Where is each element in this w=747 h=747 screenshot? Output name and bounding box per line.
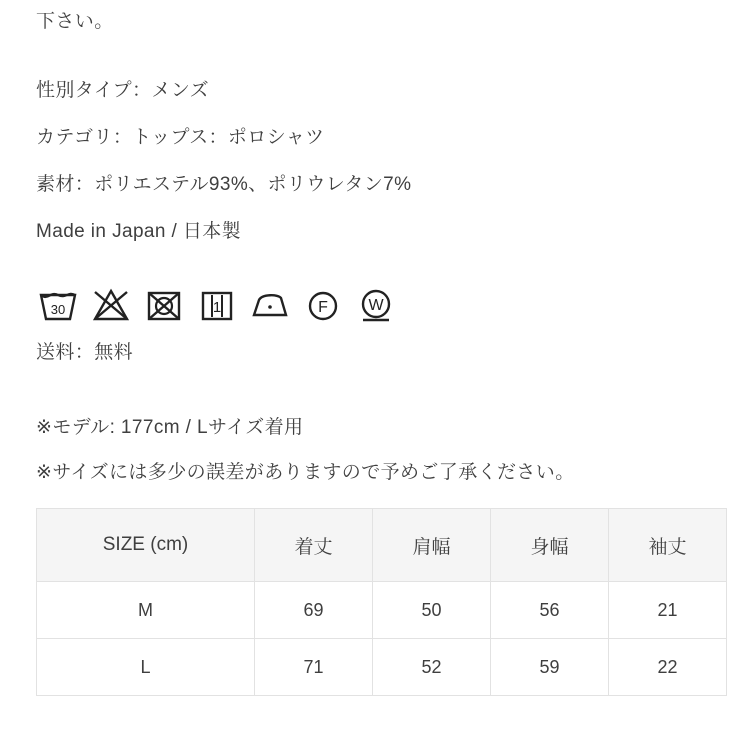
wash-30-icon xyxy=(36,281,80,325)
drip-dry-label: 1 xyxy=(212,299,222,316)
cell-m-sleeve: 21 xyxy=(609,582,727,639)
spec-list xyxy=(36,81,711,241)
dry-clean-f-label: F xyxy=(318,299,328,316)
header-width: 身幅 xyxy=(491,509,609,582)
wash-temp-label: 30 xyxy=(50,302,66,317)
no-tumble-dry-icon xyxy=(142,281,186,325)
notes-list xyxy=(36,418,711,482)
model-note: ※モデル: 177cm / Lサイズ着用 xyxy=(36,417,304,438)
cell-l-width: 59 xyxy=(491,639,609,696)
header-length: 着丈 xyxy=(255,509,373,582)
iron-low-icon xyxy=(248,281,292,325)
cell-l-length: 71 xyxy=(255,639,373,696)
continuation-text: 下さい。 xyxy=(36,11,114,32)
drip-dry-icon xyxy=(195,281,239,325)
table-header-row xyxy=(37,509,727,582)
cell-size-m: M xyxy=(37,582,255,639)
cell-m-shoulder: 50 xyxy=(373,582,491,639)
header-sleeve: 袖丈 xyxy=(609,509,727,582)
table-row xyxy=(37,582,727,639)
cell-m-width: 56 xyxy=(491,582,609,639)
spec-origin: Made in Japan / 日本製 xyxy=(36,221,242,242)
header-size: SIZE (cm) xyxy=(37,509,255,582)
cell-l-sleeve: 22 xyxy=(609,639,727,696)
wet-clean-w-icon xyxy=(354,281,398,325)
dry-clean-f-icon xyxy=(301,281,345,325)
spec-category: カテゴリ：トップス：ポロシャツ xyxy=(36,127,325,148)
wet-clean-w-label: W xyxy=(368,297,384,314)
spec-gender-type: 性別タイプ：メンズ xyxy=(36,80,210,101)
size-tolerance-note: ※サイズには多少の誤差がありますので予めご了承ください。 xyxy=(36,462,575,483)
cell-m-length: 69 xyxy=(255,582,373,639)
cell-size-l: L xyxy=(37,639,255,696)
shipping-info: 送料：無料 xyxy=(36,342,134,363)
care-symbols-row xyxy=(36,269,711,325)
header-shoulder: 肩幅 xyxy=(373,509,491,582)
size-table-head xyxy=(37,509,727,582)
table-row xyxy=(37,639,727,696)
size-table xyxy=(36,508,727,696)
size-table-body xyxy=(37,582,727,696)
cell-l-shoulder: 52 xyxy=(373,639,491,696)
spec-material: 素材：ポリエステル93%、ポリウレタン7% xyxy=(36,174,412,195)
no-bleach-icon xyxy=(89,281,133,325)
